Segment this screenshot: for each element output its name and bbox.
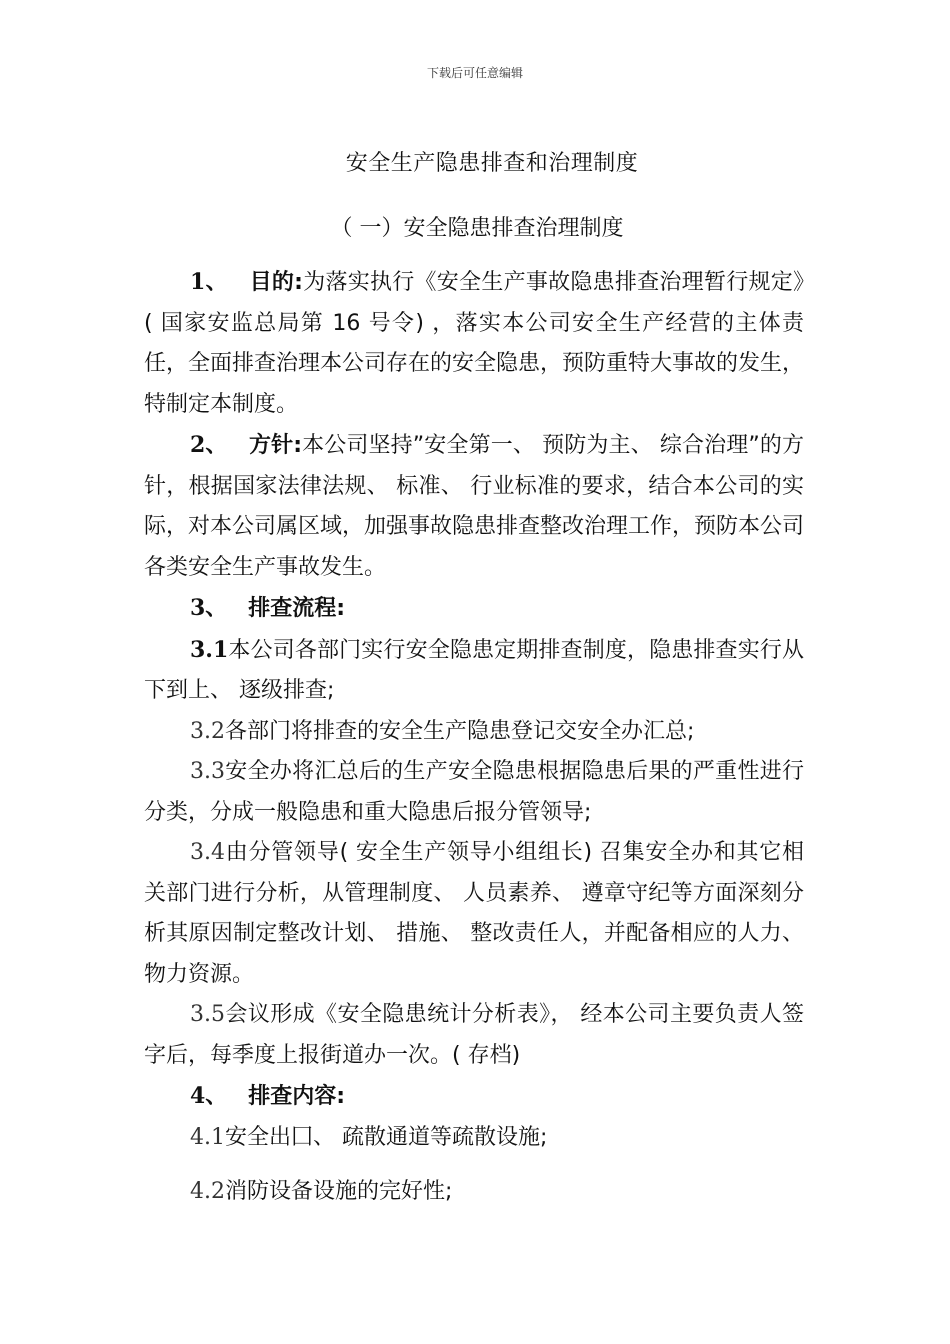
section-label: 排查内容: (248, 1084, 346, 1109)
section-subtitle: （ 一）安全隐患排查治理制度 (330, 216, 624, 241)
section-text: 为落实执行《安全生产事故隐患排查治理暂行规定》( 国家安监总局第 16 号令) ，落实本公司安全生产经营的主体责任，全面排查治理本公司存在的安全隐患，预防重特大事故的发生，特制定本制度。 (144, 270, 805, 417)
header-note: 下载后可任意编辑 (426, 66, 523, 80)
section-label: 方针: (248, 433, 303, 458)
document-title: 安全生产隐患排查和治理制度 (345, 151, 639, 176)
clause-number: 4.2 (190, 1179, 225, 1204)
section-number: 2、 (190, 432, 228, 458)
clause-text: 消防设备设施的完好性; (225, 1179, 453, 1204)
clause-4-2 (144, 1172, 804, 1213)
clause-3-4 (144, 833, 804, 995)
section-4-heading (144, 1076, 804, 1118)
clause-text: 会议形成《安全隐患统计分析表》， 经本公司主要负责人签字后，每季度上报街道办一次。( 存档) (144, 1002, 804, 1068)
clause-3-5 (144, 995, 804, 1076)
clause-3-3 (144, 752, 804, 833)
clause-number: 3.1 (190, 636, 229, 663)
clause-number: 4.1 (190, 1124, 225, 1150)
clause-text: 安全出囗、 疏散通道等疏散设施; (225, 1124, 548, 1150)
clause-text: 由分管领导( 安全生产领导小组组长) 召集安全办和其它相关部门进行分析，从管理制度、 人员素养、 遵章守纪等方面深刻分析其原因制定整改计划、 措施、 整改责任人，并配备相应的人力、 物力资源。 (144, 840, 804, 987)
clause-3-2 (144, 712, 804, 753)
clause-text: 各部门将排查的安全生产隐患登记交安全办汇总; (225, 718, 695, 744)
clause-number: 3.4 (190, 840, 225, 865)
clause-text: 安全办将汇总后的生产安全隐患根据隐患后果的严重性进行分类，分成一般隐患和重大隐患后报分管领导; (144, 759, 804, 825)
document-body (144, 262, 804, 1213)
section-text: 本公司坚持”安全第一、 预防为主、 综合治理”的方针，根据国家法律法规、 标准、 行业标准的要求，结合本公司的实际，对本公司属区域，加强事故隐患排查整改治理工作，预防本公司各类安全生产事故发生。 (144, 433, 805, 580)
section-1-purpose (144, 262, 804, 425)
section-label: 排查流程: (248, 596, 346, 621)
section-number: 4、 (190, 1083, 228, 1109)
section-2-policy (144, 425, 804, 588)
section-number: 3、 (190, 595, 228, 621)
section-3-heading (144, 588, 804, 630)
clause-number: 3.2 (190, 718, 225, 744)
clause-text: 本公司各部门实行安全隐患定期排查制度，隐患排查实行从下到上、 逐级排查; (144, 637, 804, 703)
clause-number: 3.5 (190, 1002, 225, 1027)
section-label: 目的: (249, 270, 303, 295)
clause-3-1 (144, 630, 804, 712)
section-number: 1、 (190, 269, 228, 295)
clause-4-1 (144, 1118, 804, 1159)
clause-number: 3.3 (190, 759, 225, 784)
